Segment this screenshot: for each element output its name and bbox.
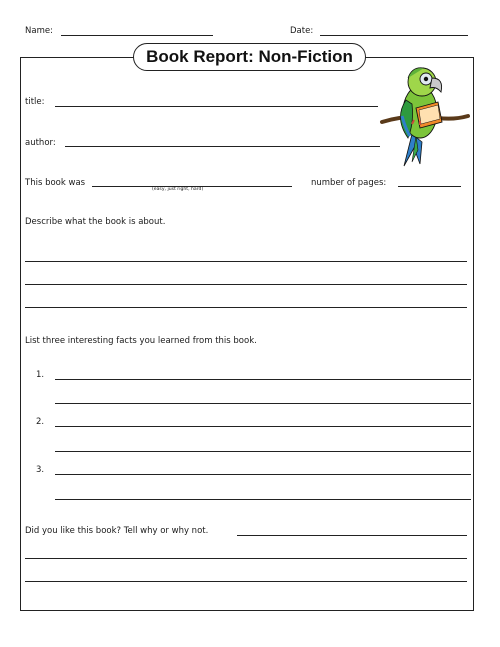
date-line[interactable] xyxy=(320,35,468,36)
parrot-reading-book-icon xyxy=(378,64,470,168)
opinion-line[interactable] xyxy=(237,535,467,536)
title-line[interactable] xyxy=(55,106,378,107)
opinion-line[interactable] xyxy=(25,558,467,559)
pages-label: number of pages: xyxy=(311,178,387,188)
date-label: Date: xyxy=(290,26,314,36)
fact-line[interactable] xyxy=(55,379,471,380)
fact-line[interactable] xyxy=(55,426,471,427)
title-label: title: xyxy=(25,97,45,107)
book-was-label: This book was xyxy=(25,178,86,188)
fact-line[interactable] xyxy=(55,474,471,475)
fact-number: 2. xyxy=(36,417,45,427)
facts-prompt: List three interesting facts you learned from this book. xyxy=(25,336,257,346)
describe-line[interactable] xyxy=(25,261,467,262)
describe-line[interactable] xyxy=(25,307,467,308)
fact-number: 3. xyxy=(36,465,45,475)
author-line[interactable] xyxy=(65,146,380,147)
author-label: author: xyxy=(25,138,56,148)
name-label: Name: xyxy=(25,26,53,36)
page-title: Book Report: Non-Fiction xyxy=(133,43,366,71)
difficulty-hint: (easy, just right, hard) xyxy=(152,187,204,192)
opinion-line[interactable] xyxy=(25,581,467,582)
fact-line[interactable] xyxy=(55,403,471,404)
describe-line[interactable] xyxy=(25,284,467,285)
name-line[interactable] xyxy=(61,35,213,36)
describe-prompt: Describe what the book is about. xyxy=(25,217,166,227)
fact-line[interactable] xyxy=(55,451,471,452)
pages-line[interactable] xyxy=(398,186,461,187)
opinion-prompt: Did you like this book? Tell why or why not. xyxy=(25,526,209,536)
fact-line[interactable] xyxy=(55,499,471,500)
fact-number: 1. xyxy=(36,370,45,380)
